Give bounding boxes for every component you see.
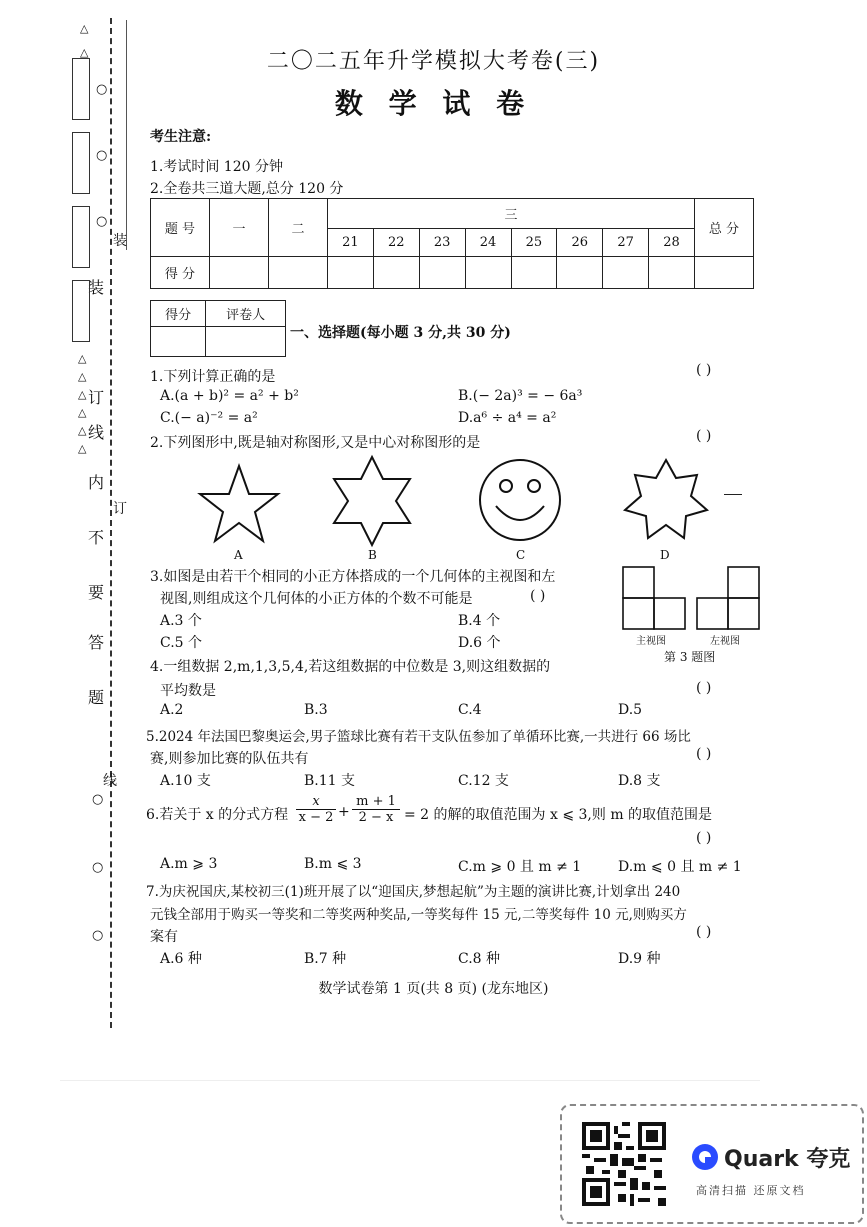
front-view-label: 主视图 [636,636,666,647]
score-table-subcol: 27 [603,229,649,257]
score-cell [695,257,754,289]
seat-box [72,132,90,194]
option-a: A.3 个 [160,613,202,629]
option-c: C.4 [458,702,482,718]
option-b: B.11 支 [304,773,356,789]
score-table [150,198,754,289]
left-view-figure [696,566,760,630]
seat-box [72,280,90,342]
option-c: C.8 种 [458,951,501,967]
binding-dashed-line [110,18,112,1028]
score-table-total: 总 分 [695,199,754,257]
plus-sign: + [338,804,350,820]
circle-mark-icon: ○ [92,860,104,875]
figure-label: B [368,548,377,562]
option-c: C.5 个 [160,635,203,651]
question-stem: 1.下列计算正确的是 [150,369,276,385]
triangle-mark-icon: △ [78,370,87,383]
page-bottom-line [60,1080,760,1081]
question-stem: 7.为庆祝国庆,某校初三(1)班开展了以“迎国庆,梦想起航”为主题的演讲比赛,计划拿出 240 [146,884,681,900]
page-footer: 数学试卷第 1 页(共 8 页) (龙东地区) [318,981,549,997]
binding-char: 线 [87,423,104,442]
binding-char: 订 [87,388,104,407]
figure-star-five [196,462,282,546]
answer-paren: ( ) [696,924,712,940]
triangle-mark-icon: △ [78,424,87,437]
score-table-subcol: 25 [511,229,557,257]
figure-label: A [234,548,243,562]
score-cell [210,257,269,289]
fraction-one [296,794,336,825]
option-a: A.(a + b)² = a² + b² [160,388,299,404]
notice-item: 2.全卷共三道大题,总分 120 分 [150,181,344,197]
fraction-denominator: x − 2 [298,810,334,825]
option-b: B.4 个 [458,613,501,629]
front-view-figure [622,566,686,630]
option-a: A.m ⩾ 3 [160,856,218,872]
left-view-label: 左视图 [710,636,740,647]
seat-box [72,206,90,268]
score-table-subcol: 24 [465,229,511,257]
option-a: A.2 [160,702,184,718]
score-table-label: 题 号 [151,199,210,257]
grader-score-label: 得分 [151,301,206,327]
question-stem: 平均数是 [160,683,216,699]
score-table-col-one: 一 [210,199,269,257]
option-b: B.m ⩽ 3 [304,856,362,872]
binding-char: 线 [103,773,117,789]
binding-char: 内 [87,473,104,492]
score-cell [419,257,465,289]
option-b: B.(− 2a)³ = − 6a³ [458,388,583,404]
score-table-col-two: 二 [269,199,328,257]
binding-char: 装 [113,233,127,249]
answer-paren: ( ) [696,362,712,378]
option-a: A.6 种 [160,951,202,967]
question-stem: 4.一组数据 2,m,1,3,5,4,若这组数据的中位数是 3,则这组数据的 [150,659,551,675]
grader-table [150,300,286,357]
score-cell [603,257,649,289]
triangle-mark-icon: △ [78,388,87,401]
notice-heading: 考生注意: [150,129,212,145]
question-stem: 元钱全部用于购买一等奖和二等奖两种奖品,一等奖每件 15 元,二等奖每件 10 元,则购买方 [150,907,687,923]
question-stem: 2.下列图形中,既是轴对称图形,又是中心对称图形的是 [150,435,481,451]
question-stem: = 2 的解的取值范围为 x ⩽ 3,则 m 的取值范围是 [404,807,713,823]
figure-caption: 第 3 题图 [664,650,716,664]
quark-slogan: 高清扫描 还原文档 [696,1184,806,1197]
score-table-subcol: 23 [419,229,465,257]
option-b: B.3 [304,702,328,718]
triangle-mark-icon: △ [78,442,87,455]
option-c: C.(− a)⁻² = a² [160,410,258,426]
answer-paren: ( ) [696,830,712,846]
triangle-mark-icon: △ [78,352,87,365]
fraction-numerator: x [296,794,336,810]
answer-paren: ( ) [696,746,712,762]
option-d: D.m ⩽ 0 且 m ≠ 1 [618,859,742,875]
score-cell [557,257,603,289]
fraction-two [352,794,400,825]
option-d: D.a⁶ ÷ a⁴ = a² [458,410,557,426]
binding-char: 题 [87,688,104,707]
circle-mark-icon: ○ [92,928,104,943]
score-cell [269,257,328,289]
option-b: B.7 种 [304,951,347,967]
option-d: D.8 支 [618,773,661,789]
answer-paren: ( ) [696,428,712,444]
circle-mark-icon: ○ [96,82,108,97]
option-d: D.9 种 [618,951,661,967]
score-table-col-three: 三 [328,199,695,229]
score-cell [511,257,557,289]
answer-paren: ( ) [530,588,546,604]
triangle-mark-icon: △ [78,406,87,419]
option-d: D.6 个 [458,635,501,651]
scan-mark [724,494,742,495]
circle-mark-icon: ○ [96,148,108,163]
qr-code-icon [582,1122,666,1206]
answer-paren: ( ) [696,680,712,696]
figure-star-six [330,454,414,548]
score-table-subcol: 21 [328,229,374,257]
score-cell [649,257,695,289]
question-stem: 视图,则组成这个几何体的小正方体的个数不可能是 [160,591,473,607]
grader-reviewer-label: 评卷人 [206,301,286,327]
question-stem: 案有 [150,929,178,945]
score-cell [328,257,374,289]
binding-char: 装 [87,278,104,297]
question-stem: 3.如图是由若干个相同的小正方体搭成的一个几何体的主视图和左 [150,569,556,585]
quark-logo-icon [690,1142,720,1172]
binding-char: 要 [87,583,104,602]
question-stem: 6.若关于 x 的分式方程 [146,807,289,823]
score-table-subcol: 26 [557,229,603,257]
binding-char: 答 [87,633,104,652]
notice-item: 1.考试时间 120 分钟 [150,159,283,175]
scan-watermark [560,1104,864,1224]
triangle-mark-icon: △ [80,22,89,35]
binding-char: 不 [87,528,104,547]
option-d: D.5 [618,702,643,718]
binding-char: 订 [113,501,127,517]
score-table-row2-label: 得 分 [151,257,210,289]
figure-label: C [516,548,526,562]
exam-title: 二〇二五年升学模拟大考卷(三) [266,49,601,74]
circle-mark-icon: ○ [96,214,108,229]
option-c: C.12 支 [458,773,509,789]
section-title: 一、选择题(每小题 3 分,共 30 分) [290,325,511,341]
figure-label: D [660,548,670,562]
figure-star-seven [622,456,710,544]
quark-brand: Quark 夸克 [724,1147,851,1172]
question-stem: 赛,则参加比赛的队伍共有 [150,751,309,767]
fraction-denominator: 2 − x [358,810,394,825]
score-cell [465,257,511,289]
score-table-subcol: 28 [649,229,695,257]
fraction-numerator: m + 1 [352,794,400,810]
score-table-subcol: 22 [373,229,419,257]
figure-smiley [476,456,564,544]
score-cell [373,257,419,289]
question-stem: 5.2024 年法国巴黎奥运会,男子篮球比赛有若干支队伍参加了单循环比赛,一共进行 66 场比 [146,729,691,745]
option-a: A.10 支 [160,773,211,789]
circle-mark-icon: ○ [92,792,104,807]
exam-subject: 数 学 试 卷 [334,87,533,120]
option-c: C.m ⩾ 0 且 m ≠ 1 [458,859,582,875]
triangle-mark-icon: △ [80,46,89,59]
